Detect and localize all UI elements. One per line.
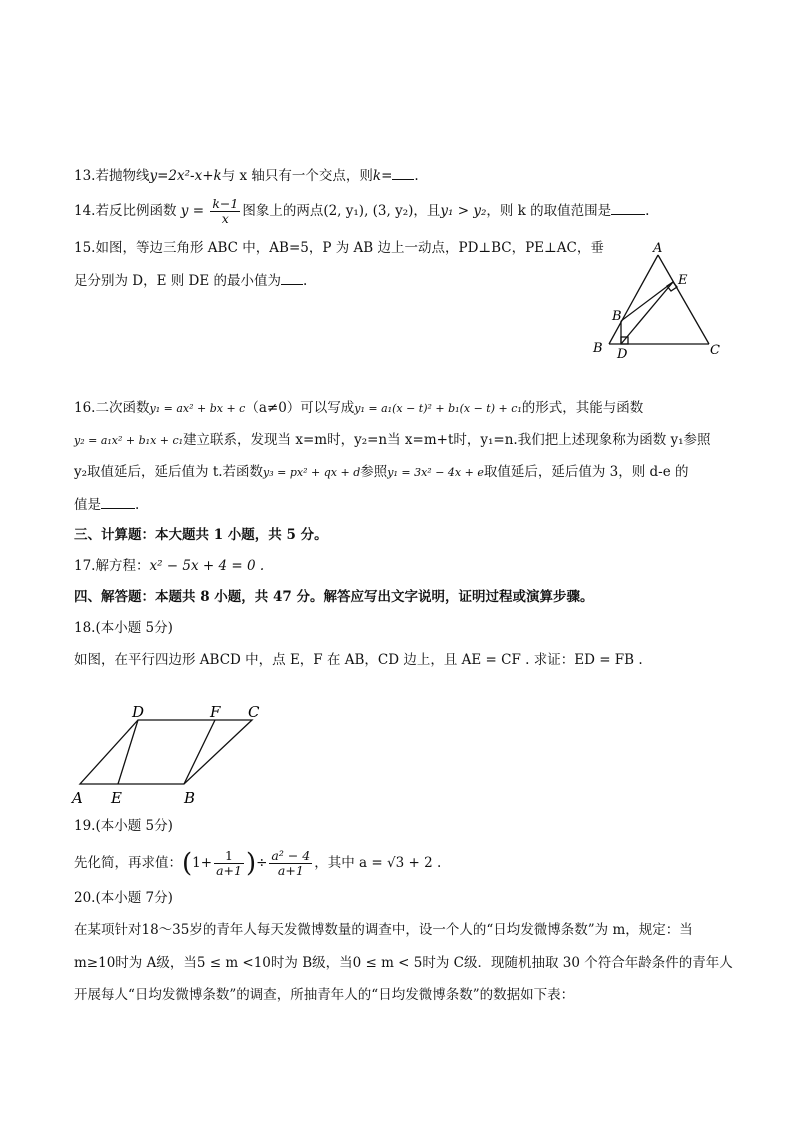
q14-end: . [645,203,650,219]
q18-body: 如图，在平行四边形 ABCD 中，点 E，F 在 AB，CD 边上，且 AE = CF . 求证：ED = FB . [74,652,643,668]
q14-y-eq: y = [180,203,205,219]
q16-line3-a: y₂取值延后，延后值为 t.若函数 [74,464,264,480]
q16-formula-5: y₁ = 3x² − 4x + e [387,466,484,479]
q19-fraction-1 [214,849,244,878]
q15-label-a: A [653,241,663,256]
q17-line [74,556,264,576]
q19-condition: ，其中 a = √3 + 2 . [314,855,442,871]
q18-label-a: A [72,789,83,807]
q16-formula-4: y₃ = px² + qx + d [263,466,361,479]
q16-end: . [135,497,140,513]
q20-heading: 20.(本小题 7分) [74,890,173,906]
q14-frac-num: k−1 [212,196,239,211]
q15-triangle-figure [588,238,728,362]
q15-line2-text: 足分别为 D，E 则 DE 的最小值为 [74,273,282,289]
q15-label-p: B [612,309,622,324]
section-4-heading: 四、解答题：本题共 8 小题，共 47 分。解答应写出文字说明，证明过程或演算步骤。 [74,589,594,605]
q19-frac2-num: a² − 4 [271,848,311,863]
q16-answer-blank [101,494,135,509]
q13-answer-blank [392,165,414,180]
q18-parallelogram [80,720,252,784]
q19-pre: 先化简，再求值： [74,855,182,871]
q20-line1: 在某项针对18～35岁的青年人每天发微博数量的调查中，设一个人的“日均发微博条数”为 m，规定：当 [74,922,693,938]
q14-fraction [210,197,240,226]
q14-frac-den: x [221,211,229,226]
q19-one-plus: 1+ [192,855,213,871]
q16-formula-3: y₂ = a₁x² + b₁x + c₁ [74,434,184,447]
q16-formula-2: y₁ = a₁(x − t)² + b₁(x − t) + c₁ [354,402,522,415]
q19-frac2-den: a+1 [277,863,304,878]
q15-label-c: C [710,343,720,358]
q14-number: 14. [74,203,96,219]
q16-line1-b: （a≠0）可以写成 [245,400,355,416]
q16-line3 [74,462,688,483]
q18-label-e: E [111,789,122,807]
q14-cond: y₁ > y₂ [440,203,487,219]
q14-cond-pre: ，且 [413,203,441,219]
q19-frac1-den: a+1 [216,863,242,878]
q20-line3: 开展每人“日均发微博条数”的调查，所抽青年人的“日均发微博条数”的数据如下表： [74,987,575,1003]
q18-label-c: C [248,703,260,721]
q14-pre: 若反比例函数 [95,203,177,219]
q14-points: (2, y₁), (3, y₂) [323,203,414,219]
q14-mid: 图象上的两点 [242,203,324,219]
q18-segment-fb [184,720,215,784]
q16-line4-text: 值是 [74,497,101,513]
q16-line1-a: 16.二次函数 [74,400,150,416]
q19-right-paren: ) [245,848,257,879]
q16-line3-b: 参照 [360,464,388,480]
q15-label-b: B [593,341,603,356]
section-3-heading: 三、计算题：本大题共 1 小题，共 5 分。 [74,527,328,543]
q18-parallelogram-figure [70,702,270,808]
q18-label-d: D [132,703,145,721]
q17-pre: 17.解方程： [74,558,150,574]
q15-end: . [303,273,308,289]
q13-number: 13. [74,168,96,184]
q16-line2 [74,430,711,451]
q15-segment-de [621,282,673,344]
q15-label-e: E [678,273,688,288]
q13-end: . [414,168,419,184]
q16-line2-text: 建立联系，发现当 x=m时，y₂=n当 x=m+t时，y₁=n.我们把上述现象称为函数 y₁参照 [183,432,711,448]
q18-label-b: B [184,789,196,807]
q14-answer-blank [611,200,645,215]
q16-formula-1: y₁ = ax² + bx + c [149,402,246,415]
q16-line1-c: 的形式，其能与函数 [521,400,644,416]
q15-segment-pe [621,282,673,321]
q13-line [74,165,419,186]
q18-heading: 18.(本小题 5分) [74,620,173,636]
q14-line [74,197,649,226]
q19-divide: ÷ [256,855,268,871]
q19-left-paren: ( [182,848,193,879]
q13-mid: 与 x 轴只有一个交点，则 [221,168,373,184]
q16-line3-c: 取值延后，延后值为 3，则 d-e 的 [483,464,689,480]
q16-line1 [74,398,643,419]
q14-tail: ，则 k 的取值范围是 [486,203,612,219]
q19-line [74,843,441,883]
q15-label-d: D [617,347,628,362]
q13-formula: y=2x²-x+k [149,168,222,184]
q17-equation: x² − 5x + 4 = 0 . [149,558,265,574]
q13-tail: k= [372,168,393,184]
q16-line4 [74,494,139,515]
q18-label-f: F [210,703,221,721]
q19-frac1-num: 1 [214,849,244,864]
q19-heading: 19.(本小题 5分) [74,818,173,834]
q20-line2: m≥10时为 A级，当5 ≤ m <10时为 B级，当0 ≤ m < 5时为 C级．现随机抽取 30 个符合年龄条件的青年人 [74,955,733,971]
q18-segment-ed [118,720,138,784]
q15-side-ac [658,255,709,344]
q13-pre: 若抛物线 [95,168,150,184]
q15-line2 [74,270,307,291]
q15-answer-blank [281,270,303,285]
q15-line1: 15.如图，等边三角形 ABC 中，AB=5，P 为 AB 边上一动点，PD⊥BC，PE⊥AC，垂 [74,240,604,256]
q19-fraction-2 [269,849,312,878]
